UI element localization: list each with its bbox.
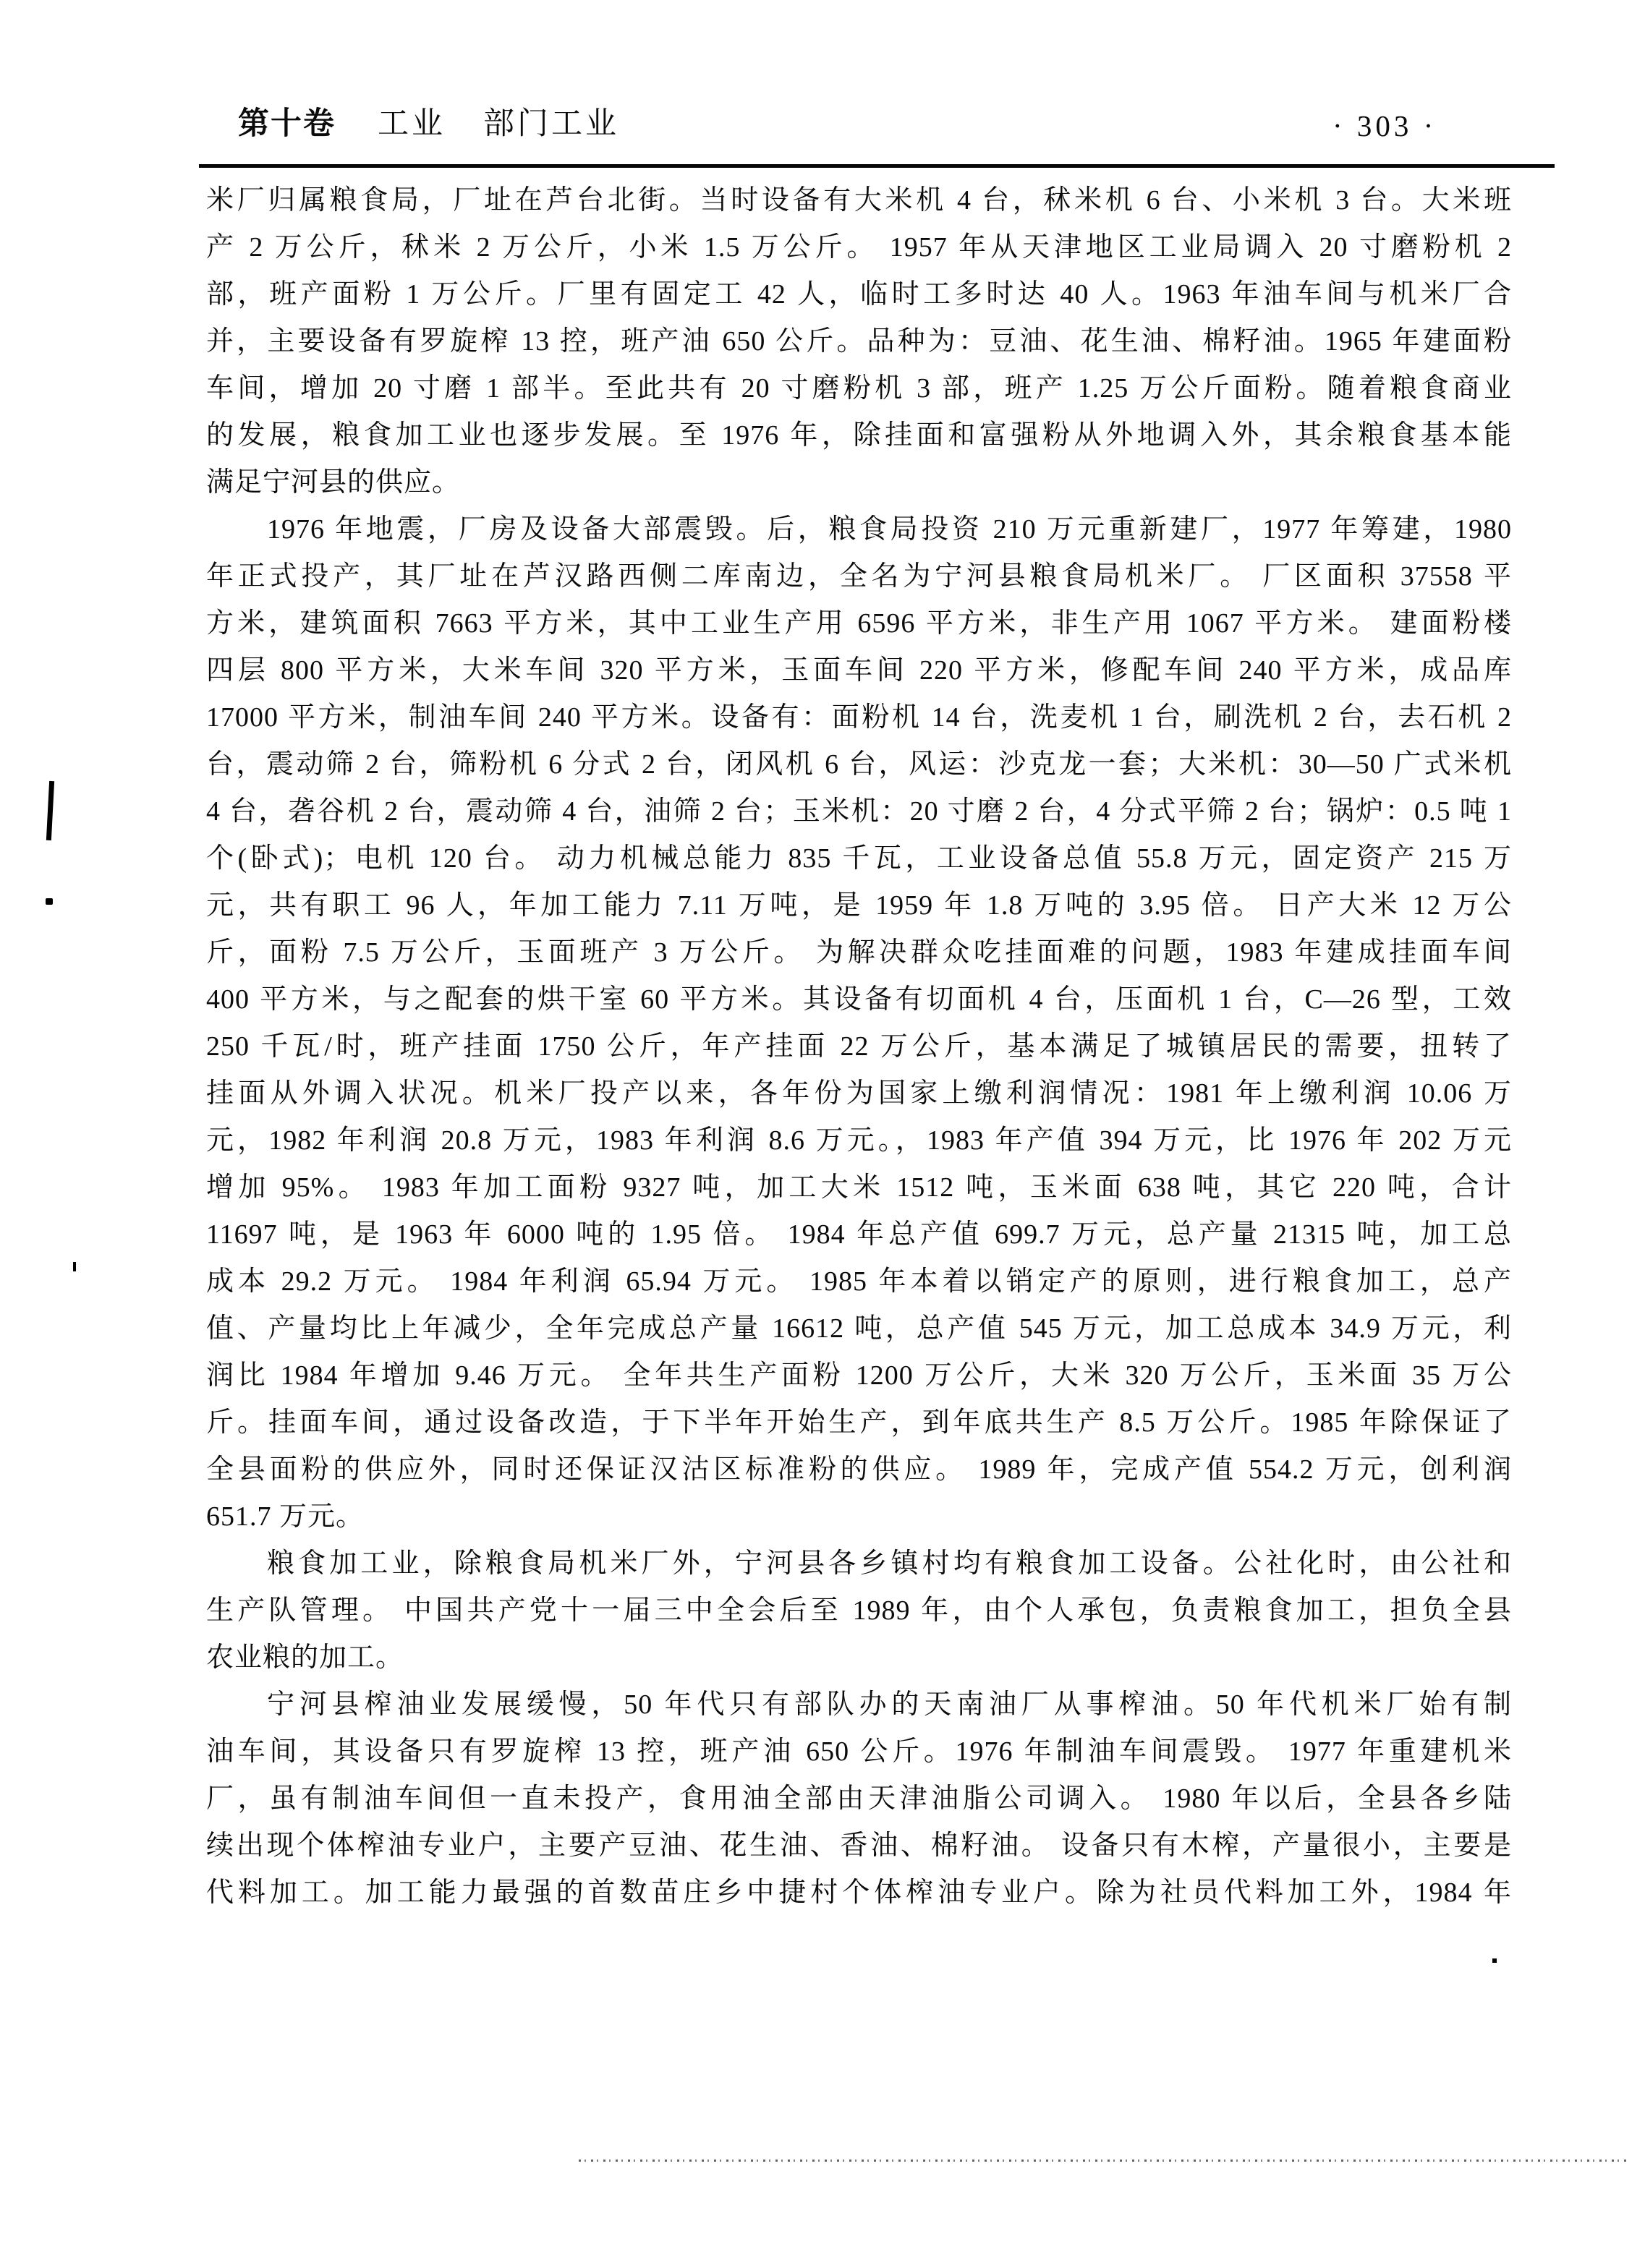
- text-line: 油车间，其设备只有罗旋榨 13 控，班产油 650 公斤。1976 年制油车间震毁。 1977 年重建机米: [206, 1736, 1512, 1767]
- text-line: 宁河县榨油业发展缓慢，50 年代只有部队办的天南油厂从事榨油。50 年代机米厂始有制: [267, 1689, 1512, 1720]
- text-line: 产 2 万公斤，秫米 2 万公斤，小米 1.5 万公斤。 1957 年从天津地区工业局调入 20 寸磨粉机 2: [206, 232, 1512, 263]
- page-header: [238, 106, 619, 143]
- text-line: 润比 1984 年增加 9.46 万元。 全年共生产面粉 1200 万公斤，大米 320 万公斤，玉米面 35 万公: [206, 1360, 1512, 1391]
- header-rule: [199, 164, 1555, 168]
- text-line: 全县面粉的供应外，同时还保证汉沽区标准粉的供应。 1989 年，完成产值 554.2 万元，创利润: [206, 1454, 1512, 1485]
- scan-mark-tick: [73, 1262, 76, 1271]
- text-line: 厂，虽有制油车间但一直未投产，食用油全部由天津油脂公司调入。 1980 年以后，全县各乡陆: [206, 1783, 1512, 1814]
- text-line: 生产队管理。 中国共产党十一届三中全会后至 1989 年，由个人承包，负责粮食加工，担负全县: [206, 1595, 1512, 1626]
- text-line: 农业粮的加工。: [206, 1642, 404, 1673]
- text-line: 四层 800 平方米，大米车间 320 平方米，玉面车间 220 平方米，修配车间 240 平方米，成品库: [206, 655, 1512, 686]
- page-number: · 303 ·: [1332, 109, 1437, 142]
- text-line: 250 千瓦/时，班产挂面 1750 公斤，年产挂面 22 万公斤，基本满足了城镇居民的需要，扭转了: [206, 1031, 1512, 1062]
- body-text: [206, 177, 1512, 1917]
- section-label: 工业: [378, 107, 446, 141]
- text-line: 元，共有职工 96 人，年加工能力 7.11 万吨，是 1959 年 1.8 万吨的 3.95 倍。 日产大米 12 万公: [206, 890, 1512, 921]
- text-line: 挂面从外调入状况。机米厂投产以来，各年份为国家上缴利润情况：1981 年上缴利润 10.06 万: [206, 1078, 1512, 1109]
- scan-mark-vertical-bar: [46, 781, 54, 840]
- scan-artifact-dotted-line: [579, 2160, 1626, 2162]
- text-line: 车间，增加 20 寸磨 1 部半。至此共有 20 寸磨粉机 3 部，班产 1.25 万公斤面粉。随着粮食商业: [206, 373, 1512, 404]
- text-line: 续出现个体榨油专业户，主要产豆油、花生油、香油、棉籽油。 设备只有木榨，产量很小，主要是: [206, 1830, 1512, 1861]
- text-line: 400 平方米，与之配套的烘干室 60 平方米。其设备有切面机 4 台，压面机 1 台，C—26 型，工效: [206, 984, 1512, 1015]
- text-line: 斤，面粉 7.5 万公斤，玉面班产 3 万公斤。 为解决群众吃挂面难的问题，1983 年建成挂面车间: [206, 937, 1512, 968]
- text-line: 部，班产面粉 1 万公斤。厂里有固定工 42 人，临时工多时达 40 人。1963 年油车间与机米厂合: [206, 279, 1512, 310]
- text-line: 17000 平方米，制油车间 240 平方米。设备有：面粉机 14 台，洗麦机 1 台，刷洗机 2 台，去石机 2: [206, 702, 1512, 733]
- text-line: 个(卧式)；电机 120 台。 动力机械总能力 835 千瓦，工业设备总值 55.8 万元，固定资产 215 万: [206, 843, 1512, 874]
- text-line: 台，震动筛 2 台，筛粉机 6 分式 2 台，闭风机 6 台，风运：沙克龙一套；大米机：30—50 广式米机: [206, 749, 1512, 780]
- text-line: 方米，建筑面积 7663 平方米，其中工业生产用 6596 平方米，非生产用 1067 平方米。 建面粉楼: [206, 608, 1512, 639]
- text-line: 满足宁河县的供应。: [206, 467, 461, 498]
- subsection-label: 部门工业: [483, 107, 619, 141]
- volume-label: 第十卷: [238, 107, 336, 141]
- text-line: 11697 吨，是 1963 年 6000 吨的 1.95 倍。 1984 年总产值 699.7 万元，总产量 21315 吨，加工总: [206, 1219, 1512, 1250]
- text-line: 米厂归属粮食局，厂址在芦台北街。当时设备有大米机 4 台，秫米机 6 台、小米机 3 台。大米班: [206, 185, 1512, 216]
- text-line: 4 台，砻谷机 2 台，震动筛 4 台，油筛 2 台；玉米机：20 寸磨 2 台，4 分式平筛 2 台；锅炉：0.5 吨 1: [206, 796, 1512, 827]
- text-line: 值、产量均比上年减少，全年完成总产量 16612 吨，总产值 545 万元，加工总成本 34.9 万元，利: [206, 1313, 1512, 1344]
- text-line: 元，1982 年利润 20.8 万元，1983 年利润 8.6 万元。，1983 年产值 394 万元，比 1976 年 202 万元: [206, 1125, 1512, 1156]
- scan-mark-speck: [46, 898, 53, 905]
- text-line: 年正式投产，其厂址在芦汉路西侧二库南边，全名为宁河县粮食局机米厂。 厂区面积 37558 平: [206, 561, 1512, 592]
- text-line: 成本 29.2 万元。 1984 年利润 65.94 万元。 1985 年本着以销定产的原则，进行粮食加工，总产: [206, 1266, 1512, 1297]
- scan-mark-dot: [1492, 1958, 1497, 1963]
- text-line: 的发展，粮食加工业也逐步发展。至 1976 年，除挂面和富强粉从外地调入外，其余粮食基本能: [206, 420, 1512, 451]
- text-line: 并，主要设备有罗旋榨 13 控，班产油 650 公斤。品种为：豆油、花生油、棉籽油。1965 年建面粉: [206, 326, 1512, 357]
- text-line: 651.7 万元。: [206, 1501, 365, 1532]
- text-line: 代料加工。加工能力最强的首数苗庄乡中捷村个体榨油专业户。除为社员代料加工外，1984 年: [206, 1877, 1512, 1908]
- text-line: 1976 年地震，厂房及设备大部震毁。后，粮食局投资 210 万元重新建厂，1977 年筹建，1980: [267, 514, 1512, 545]
- text-line: 增加 95%。 1983 年加工面粉 9327 吨，加工大米 1512 吨，玉米面 638 吨，其它 220 吨，合计: [206, 1172, 1512, 1203]
- text-line: 粮食加工业，除粮食局机米厂外，宁河县各乡镇村均有粮食加工设备。公社化时，由公社和: [267, 1548, 1512, 1579]
- text-line: 斤。挂面车间，通过设备改造，于下半年开始生产，到年底共生产 8.5 万公斤。1985 年除保证了: [206, 1407, 1512, 1438]
